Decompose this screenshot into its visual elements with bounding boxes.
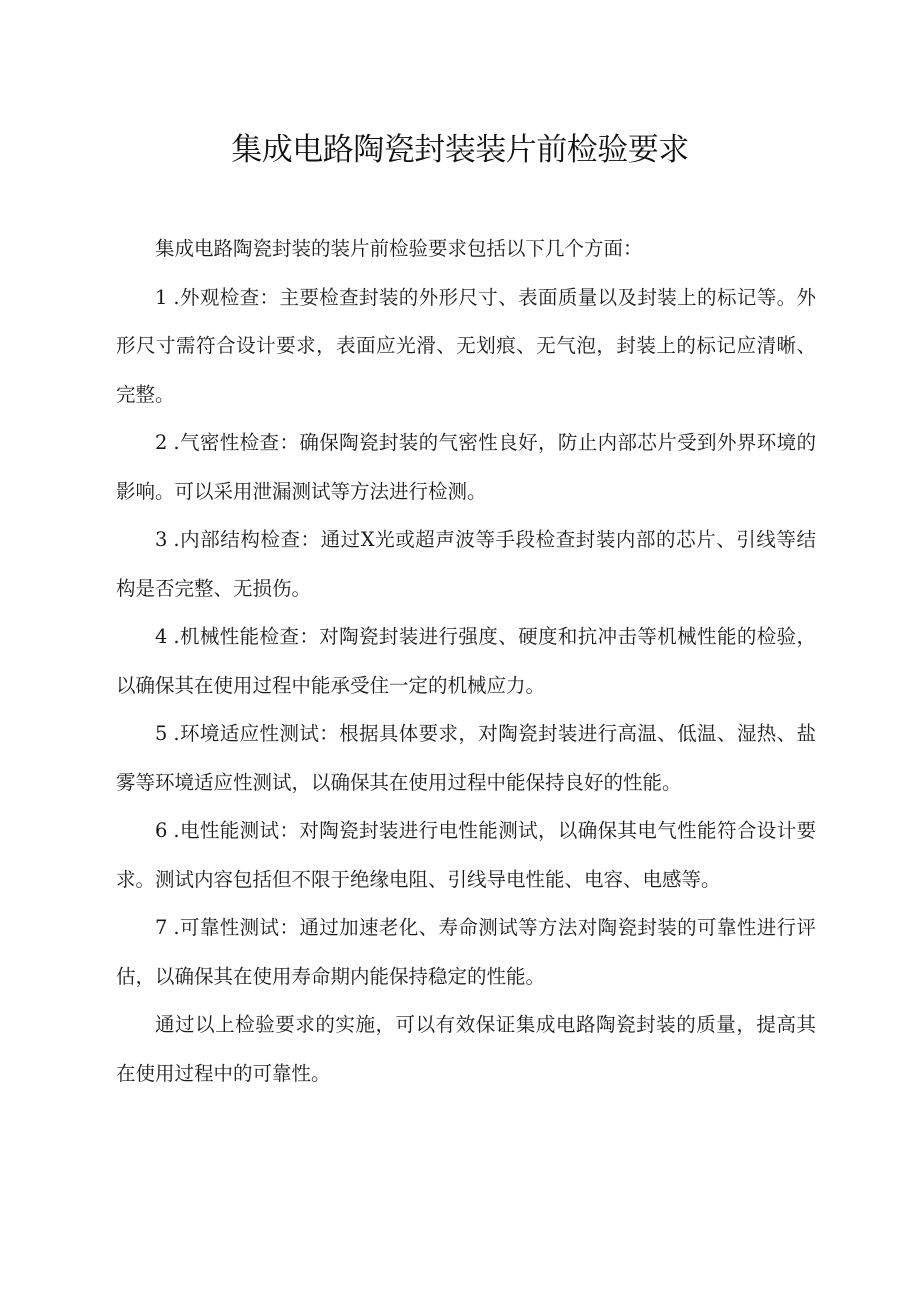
item-paragraph-1	[116, 274, 816, 420]
item-paragraph-5	[116, 710, 816, 807]
item-number: 1	[155, 285, 168, 309]
item-text: .可靠性测试：通过加速老化、寿命测试等方法对陶瓷封装的可靠性进行评估，以确保其在使用寿命期内能保持稳定的性能。	[116, 916, 816, 988]
item-text: .环境适应性测试：根据具体要求，对陶瓷封装进行高温、低温、湿热、盐雾等环境适应性测试，以确保其在使用过程中能保持良好的性能。	[116, 722, 816, 794]
item-paragraph-2	[116, 419, 816, 516]
item-number: 2	[155, 431, 168, 454]
item-number: 5	[155, 722, 168, 745]
item-number: 7	[155, 916, 168, 939]
item-paragraph-3	[116, 516, 816, 613]
intro-paragraph: 集成电路陶瓷封装的装片前检验要求包括以下几个方面：	[155, 237, 643, 260]
item-text: .内部结构检查：通过X光或超声波等手段检查封装内部的芯片、引线等结构是否完整、无损伤。	[116, 528, 816, 600]
item-text: .气密性检查：确保陶瓷封装的气密性良好，防止内部芯片受到外界环境的影响。可以采用泄漏测试等方法进行检测。	[116, 431, 816, 503]
document-title: 集成电路陶瓷封装装片前检验要求	[231, 132, 689, 168]
conclusion-paragraph: 通过以上检验要求的实施，可以有效保证集成电路陶瓷封装的质量，提高其在使用过程中的可靠性。	[116, 1013, 816, 1085]
document-body	[116, 225, 816, 1098]
item-paragraph-6	[116, 807, 816, 904]
item-paragraph-4	[116, 613, 816, 710]
item-number: 4	[155, 625, 168, 648]
item-text: .外观检查：主要检查封装的外形尺寸、表面质量以及封装上的标记等。外形尺寸需符合设计要求，表面应光滑、无划痕、无气泡，封装上的标记应清晰、完整。	[116, 285, 816, 406]
item-text: .电性能测试：对陶瓷封装进行电性能测试，以确保其电气性能符合设计要求。测试内容包括但不限于绝缘电阻、引线导电性能、电容、电感等。	[116, 819, 816, 891]
item-text: .机械性能检查：对陶瓷封装进行强度、硬度和抗冲击等机械性能的检验，以确保其在使用过程中能承受住一定的机械应力。	[116, 625, 816, 697]
item-paragraph-7	[116, 904, 816, 1001]
item-number: 3	[155, 528, 168, 551]
item-number: 6	[155, 819, 168, 842]
